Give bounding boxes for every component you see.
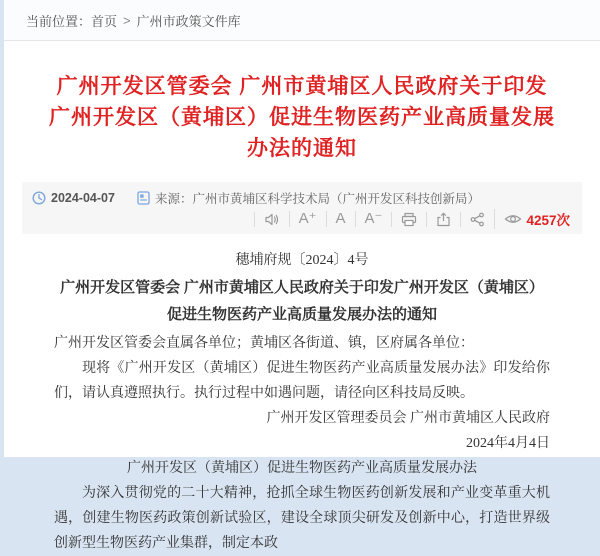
read-aloud-button[interactable] — [254, 212, 289, 227]
font-decrease-button[interactable]: A⁻ — [355, 211, 392, 227]
eye-icon — [504, 212, 522, 226]
doc-salutation: 广州开发区管委会直属各单位；黄埔区各街道、镇，区府属各单位： — [54, 336, 474, 351]
meta-row — [32, 189, 570, 207]
breadcrumb — [4, 0, 600, 41]
breadcrumb-library-link[interactable]: 广州市政策文件库 — [136, 13, 241, 29]
doc-subtitle: 广州开发区（黄埔区）促进生物医药产业高质量发展办法 — [127, 461, 477, 476]
breadcrumb-separator: > — [123, 12, 131, 28]
meta-bar — [22, 182, 582, 234]
share-nodes-icon — [470, 212, 485, 227]
doc-paragraph-issue: 现将《广州开发区（黄埔区）促进生物医药产业高质量发展办法》印发给你们，请认真遵照执行。执行过程中如遇问题，请径向区科技局反映。 — [54, 361, 550, 401]
speaker-icon — [264, 212, 280, 227]
doc-heading: 广州开发区管委会 广州市黄埔区人民政府关于印发广州开发区（黄埔区）促进生物医药产业高质量发展办法的通知 — [60, 280, 544, 323]
printer-icon — [401, 212, 417, 227]
share-button[interactable] — [460, 212, 494, 227]
doc-number: 穗埔府规〔2024〕4号 — [235, 253, 369, 268]
breadcrumb-home-link[interactable]: 首页 — [91, 13, 118, 29]
source-label: 来源： — [154, 192, 193, 206]
view-counter — [494, 209, 570, 229]
article-toolbar — [32, 209, 570, 229]
view-count: 4257次 — [526, 213, 570, 228]
page-title: 广州开发区管委会 广州市黄埔区人民政府关于印发广州开发区（黄埔区）促进生物医药产业高质量发展办法的通知 — [49, 75, 555, 160]
print-button[interactable] — [391, 212, 426, 227]
doc-signature-org: 广州开发区管理委员会 广州市黄埔区人民政府 — [266, 411, 550, 426]
doc-signature-date: 2024年4月4日 — [466, 436, 550, 451]
export-button[interactable] — [426, 212, 460, 227]
clock-icon — [32, 191, 46, 205]
document-body — [54, 248, 550, 556]
publish-date: 2024-04-07 — [51, 191, 115, 205]
export-icon — [436, 212, 451, 227]
font-increase-button[interactable]: A⁺ — [289, 211, 326, 227]
document-icon — [137, 191, 150, 205]
breadcrumb-label: 当前位置： — [26, 13, 92, 29]
article-page — [4, 0, 600, 551]
doc-paragraph-intro: 为深入贯彻党的二十大精神，抢抓全球生物医药创新发展和产业变革重大机遇，创建生物医药政策创新试验区，建设全球顶尖研发及创新中心，打造世界级创新型生物医药产业集群，制定本政 — [54, 486, 550, 551]
font-reset-button[interactable]: A — [326, 211, 355, 227]
source-name: 广州市黄埔区科学技术局（广州开发区科技创新局） — [192, 192, 480, 206]
